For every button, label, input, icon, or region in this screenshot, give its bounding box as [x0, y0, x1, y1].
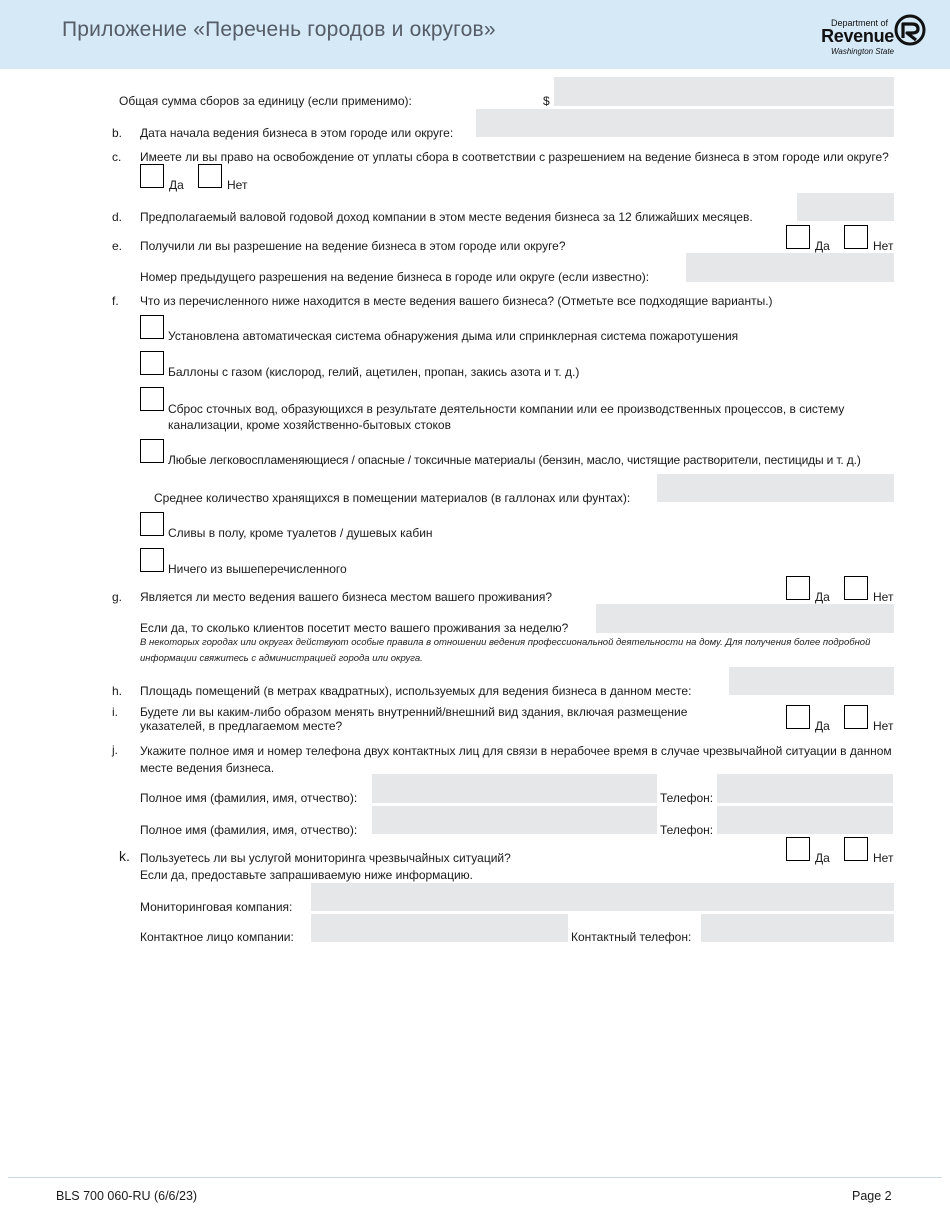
exterior-change-no-checkbox[interactable] — [844, 705, 868, 729]
prev-license-input[interactable] — [686, 253, 894, 282]
hazardous-materials-label: Любые легковоспламеняющиеся / опасные / токсичные материалы (бензин, масло, чистящие растворители, пестициды и т. д.) — [168, 453, 861, 467]
exterior-change-yes-checkbox[interactable] — [786, 705, 810, 729]
contact-phone-label: Контактный телефон: — [571, 930, 692, 944]
item-j-label: Укажите полное имя и номер телефона двух контактных лиц для связи в нерабочее время в случае чрезвычайной ситуации в данном месте ведения бизнеса. — [140, 744, 892, 775]
monitoring-sub-label: Если да, предоставьте запрашиваемую ниже информацию. — [140, 868, 474, 882]
contact2-name-input[interactable] — [372, 806, 657, 834]
contact1-phone-label: Телефон: — [660, 791, 714, 805]
square-meters-input[interactable] — [729, 667, 894, 695]
residence-yes-label: Да — [815, 590, 830, 604]
dor-logo — [818, 14, 928, 58]
license-yes-checkbox[interactable] — [786, 225, 810, 249]
license-no-label: Нет — [873, 239, 894, 253]
fees-input[interactable] — [554, 77, 894, 106]
exemption-yes-checkbox[interactable] — [140, 164, 164, 188]
company-contact-label: Контактное лицо компании: — [140, 930, 294, 944]
item-g-label: Является ли место ведения вашего бизнеса местом вашего проживания? — [140, 590, 553, 604]
item-i-letter: i. — [112, 705, 118, 719]
exterior-change-no-label: Нет — [873, 719, 894, 733]
avg-materials-input[interactable] — [657, 474, 894, 502]
monitoring-yes-checkbox[interactable] — [786, 837, 810, 861]
item-e-label: Получили ли вы разрешение на ведение бизнеса в этом городе или округе? — [140, 239, 566, 253]
residence-no-label: Нет — [873, 590, 894, 604]
avg-materials-label: Среднее количество хранящихся в помещении материалов (в галлонах или фунтах): — [154, 491, 631, 505]
item-k-label: Пользуетесь ли вы услугой мониторинга чрезвычайных ситуаций? — [140, 851, 511, 865]
item-i-label: Будете ли вы каким-либо образом менять внутренний/внешний вид здания, включая размещение указателей, в предлагаемом месте? — [140, 705, 688, 733]
page-title: Приложение «Перечень городов и округов» — [62, 18, 496, 41]
item-h-label: Площадь помещений (в метрах квадратных), используемых для ведения бизнеса в данном месте: — [140, 684, 692, 698]
item-b-letter: b. — [112, 126, 123, 140]
item-d-label: Предполагаемый валовой годовой доход компании в этом месте ведения бизнеса за 12 ближайших месяцев. — [140, 210, 753, 224]
logo-dept-text: Department of — [830, 18, 888, 28]
home-business-note: В некоторых городах или округах действуют особые правила в отношении ведения профессиональной деятельности на дому. Для получения более подробной информации свяжитесь с администрацией города или округа. — [140, 637, 871, 664]
item-f-letter: f. — [112, 294, 119, 308]
exterior-change-yes-label: Да — [815, 719, 830, 733]
gas-cylinders-checkbox[interactable] — [140, 351, 164, 375]
monitoring-company-input[interactable] — [311, 883, 894, 911]
item-h-letter: h. — [112, 684, 123, 698]
monitoring-no-checkbox[interactable] — [844, 837, 868, 861]
floor-drains-label: Сливы в полу, кроме туалетов / душевых кабин — [168, 526, 433, 540]
page-header — [0, 0, 950, 69]
hazardous-materials-checkbox[interactable] — [140, 439, 164, 463]
gas-cylinders-label: Баллоны с газом (кислород, гелий, ацетилен, пропан, закись азота и т. д.) — [168, 365, 580, 379]
item-b-label: Дата начала ведения бизнеса в этом городе или округе: — [140, 126, 454, 140]
exemption-no-label: Нет — [227, 178, 248, 192]
contact2-phone-input[interactable] — [717, 806, 893, 834]
license-no-checkbox[interactable] — [844, 225, 868, 249]
start-date-input[interactable] — [476, 109, 894, 137]
fees-label: Общая сумма сборов за единицу (если применимо): — [119, 94, 412, 108]
smoke-sprinkler-checkbox[interactable] — [140, 315, 164, 339]
item-e-letter: e. — [112, 239, 123, 253]
license-yes-label: Да — [815, 239, 830, 253]
monitoring-yes-label: Да — [815, 851, 830, 865]
dollar-sign: $ — [543, 94, 550, 108]
footer-divider — [8, 1177, 942, 1178]
clients-label: Если да, то сколько клиентов посетит место вашего проживания за неделю? — [140, 621, 569, 635]
none-of-above-checkbox[interactable] — [140, 548, 164, 572]
none-of-above-label: Ничего из вышеперечисленного — [168, 562, 347, 576]
wastewater-checkbox[interactable] — [140, 387, 164, 411]
exemption-yes-label: Да — [169, 178, 184, 192]
item-j-letter: j. — [112, 743, 118, 757]
contact-phone-input[interactable] — [701, 914, 894, 942]
revenue-logo-icon — [894, 14, 926, 46]
wastewater-label: Сброс сточных вод, образующихся в результате деятельности компании или ее производственных процессов, в систему канализации, кроме хозяйственно-бытовых стоков — [168, 402, 845, 432]
residence-no-checkbox[interactable] — [844, 576, 868, 600]
residence-yes-checkbox[interactable] — [786, 576, 810, 600]
gross-income-input[interactable] — [797, 193, 894, 221]
item-g-letter: g. — [112, 590, 123, 604]
company-contact-input[interactable] — [311, 914, 568, 942]
logo-state-text: Washington State — [830, 47, 894, 56]
clients-input[interactable] — [596, 604, 894, 633]
contact2-name-label: Полное имя (фамилия, имя, отчество): — [140, 823, 358, 837]
logo-revenue-text: Revenue — [821, 26, 894, 46]
item-c-letter: c. — [112, 150, 122, 164]
monitoring-no-label: Нет — [873, 851, 894, 865]
prev-license-label: Номер предыдущего разрешения на ведение бизнеса в городе или округе (если известно): — [140, 270, 650, 284]
item-d-letter: d. — [112, 210, 123, 224]
item-k-letter: k. — [119, 848, 130, 864]
item-f-label: Что из перечисленного ниже находится в месте ведения вашего бизнеса? (Отметьте все подходящие варианты.) — [140, 294, 773, 308]
form-id: BLS 700 060-RU (6/6/23) — [56, 1189, 198, 1203]
floor-drains-checkbox[interactable] — [140, 512, 164, 536]
exemption-no-checkbox[interactable] — [198, 164, 222, 188]
item-c-label: Имеете ли вы право на освобождение от уплаты сбора в соответствии с разрешением на ведение бизнеса в этом городе или округе? — [140, 150, 889, 164]
contact1-phone-input[interactable] — [717, 774, 893, 803]
contact1-name-input[interactable] — [372, 774, 657, 803]
monitoring-company-label: Мониторинговая компания: — [140, 900, 293, 914]
contact2-phone-label: Телефон: — [660, 823, 714, 837]
contact1-name-label: Полное имя (фамилия, имя, отчество): — [140, 791, 358, 805]
smoke-sprinkler-label: Установлена автоматическая система обнаружения дыма или спринклерная система пожаротушения — [168, 329, 739, 343]
page-number: Page 2 — [852, 1189, 892, 1203]
